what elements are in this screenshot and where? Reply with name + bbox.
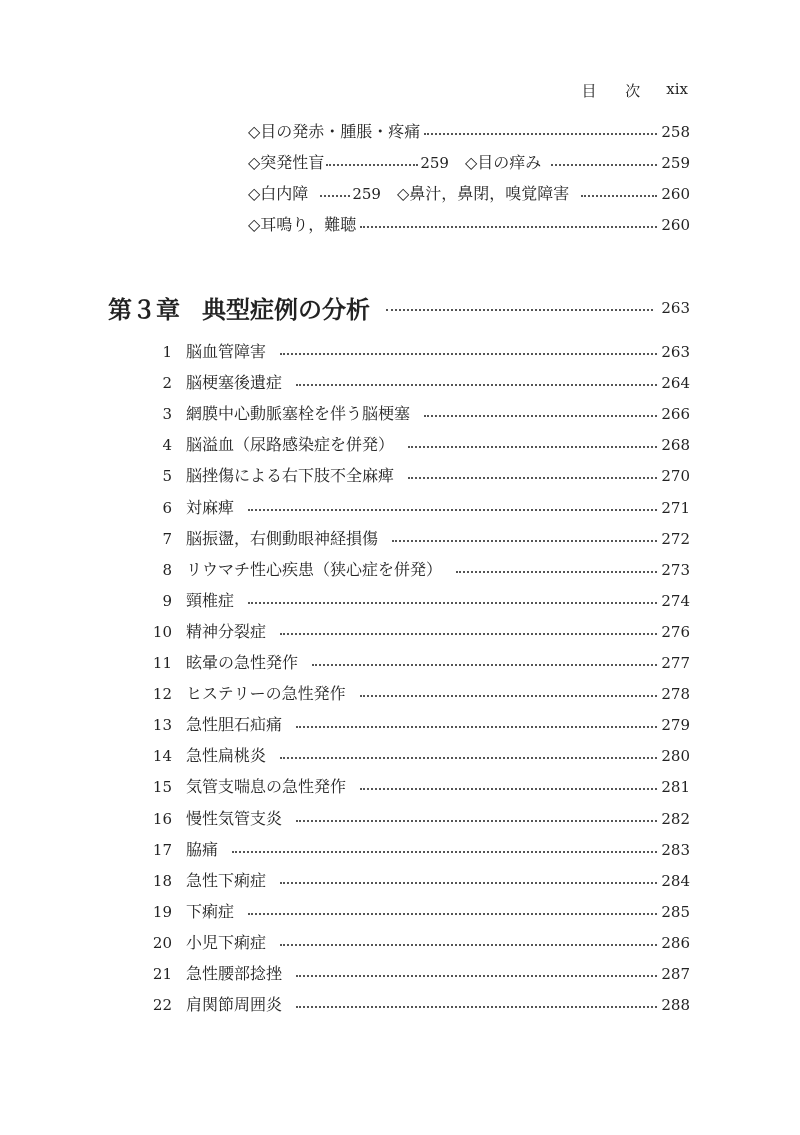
dot-leader: [248, 509, 657, 511]
entry-title: 気管支喘息の急性発作: [186, 777, 347, 797]
page-number: 263: [661, 298, 690, 317]
header-title: 目 次: [581, 82, 653, 100]
toc-entry: [140, 809, 690, 829]
toc-entry: [140, 777, 690, 797]
page-number: 285: [661, 902, 690, 921]
dot-leader: [360, 226, 657, 228]
entry-title: 急性扁桃炎: [186, 746, 267, 766]
subitem-label: ◇耳鳴り，難聴: [248, 215, 357, 234]
dot-leader: [581, 195, 657, 197]
subitem-label: ◇白内障: [248, 184, 309, 203]
toc-entry: [140, 560, 690, 580]
dot-leader: [386, 309, 653, 311]
entry-number: 2: [162, 374, 172, 393]
page-number: 259: [661, 154, 690, 172]
page-number: 276: [661, 622, 690, 641]
toc-entry: [140, 498, 690, 518]
dot-leader: [280, 757, 657, 759]
entry-number: 12: [152, 685, 172, 704]
toc-subitem: [248, 215, 690, 235]
page-number: 273: [661, 560, 690, 579]
entry-number: 13: [152, 716, 172, 735]
entry-title: 慢性気管支炎: [186, 808, 283, 828]
chapter-title: 典型症例の分析: [202, 296, 370, 324]
entry-number: 11: [152, 654, 172, 672]
dot-leader: [326, 164, 418, 166]
entry-number: 7: [162, 529, 172, 548]
chapter-heading: [108, 290, 690, 325]
subitem-label: ◇鼻汁，鼻閉，嗅覚障害: [396, 184, 570, 203]
page-number: 280: [661, 747, 690, 766]
entry-number: 6: [162, 498, 172, 517]
page-number: 287: [661, 965, 690, 983]
page-number: 259: [420, 154, 449, 172]
entry-title: 脳梗塞後遺症: [186, 373, 283, 393]
entry-title: 急性下痢症: [186, 870, 267, 890]
dot-leader: [392, 540, 657, 542]
dot-leader: [248, 913, 657, 915]
entry-number: 21: [152, 965, 172, 983]
entry-title: 頸椎症: [186, 590, 235, 610]
toc-entry: [140, 342, 690, 362]
dot-leader: [296, 1006, 657, 1008]
page-number: 272: [661, 529, 690, 548]
entry-title: 肩関節周囲炎: [186, 995, 283, 1015]
page-number: 288: [661, 996, 690, 1015]
page-number: 279: [661, 716, 690, 735]
entry-title: ヒステリーの急性発作: [186, 684, 346, 704]
dot-leader: [424, 415, 657, 417]
toc-entry: [140, 373, 690, 393]
dot-leader: [248, 602, 657, 604]
toc-entry: [140, 435, 690, 455]
page-number: 266: [661, 405, 690, 424]
entry-title: 網膜中心動脈塞栓を伴う脳梗塞: [186, 404, 411, 424]
dot-leader: [280, 353, 657, 355]
entry-title: 急性腰部捻挫: [186, 964, 283, 983]
page-number: 258: [661, 123, 690, 141]
entry-title: リウマチ性心疾患（狭心症を併発）: [186, 559, 443, 579]
toc-entry: [140, 466, 690, 486]
toc-entry: [140, 684, 690, 704]
entry-title: 眩暈の急性発作: [186, 653, 299, 672]
page-number: 277: [661, 654, 690, 672]
entry-title: 急性胆石疝痛: [186, 715, 283, 735]
subitem-label: ◇目の発赤・腫脹・疼痛: [248, 122, 421, 141]
toc-entry: [140, 746, 690, 766]
page-number: 260: [661, 185, 690, 203]
toc-subitem: [248, 184, 690, 204]
dot-leader: [232, 851, 657, 853]
page-number: 278: [661, 685, 690, 704]
toc-entry: [140, 995, 690, 1015]
dot-leader: [280, 944, 657, 946]
entry-number: 19: [152, 902, 172, 921]
dot-leader: [296, 384, 657, 386]
toc-entry: [140, 653, 690, 673]
entry-number: 3: [162, 405, 172, 424]
entry-number: 9: [162, 591, 172, 610]
dot-leader: [312, 664, 657, 666]
entry-number: 22: [152, 996, 172, 1015]
toc-subitem: [248, 122, 690, 142]
entry-title: 下痢症: [186, 901, 235, 921]
entry-number: 15: [152, 778, 172, 797]
entry-number: 5: [162, 467, 172, 486]
entry-number: 17: [152, 840, 172, 859]
dot-leader: [280, 882, 657, 884]
entry-number: 16: [152, 809, 172, 828]
page-number: 274: [661, 591, 690, 610]
header-page-number: xix: [666, 80, 688, 98]
entry-title: 精神分裂症: [186, 621, 267, 641]
toc-subitem: [248, 153, 690, 173]
subitem-label: ◇目の痒み: [464, 153, 542, 172]
toc-entry: [140, 622, 690, 642]
toc-entry: [140, 529, 690, 549]
entry-number: 8: [162, 560, 172, 579]
entry-title: 脳振盪，右側動眼神経損傷: [186, 528, 379, 548]
page-number: 271: [661, 498, 690, 517]
page-number: 260: [661, 216, 690, 234]
page-number: 284: [661, 871, 690, 890]
page-number: 281: [661, 778, 690, 797]
toc-entry: [140, 933, 690, 953]
toc-entry: [140, 404, 690, 424]
dot-leader: [551, 164, 657, 166]
chapter-number: 第３章: [108, 296, 180, 324]
page-number: 264: [661, 374, 690, 393]
entry-title: 対麻痺: [186, 497, 235, 517]
toc-entry: [140, 591, 690, 611]
entry-number: 20: [152, 933, 172, 952]
toc-entry: [140, 871, 690, 891]
subitem-label: ◇突発性盲: [248, 153, 325, 172]
dot-leader: [360, 788, 657, 790]
page-number: 286: [661, 933, 690, 952]
toc-entry: [140, 715, 690, 735]
page-number: 283: [661, 840, 690, 859]
dot-leader: [280, 633, 657, 635]
dot-leader: [320, 195, 350, 197]
entry-title: 脳挫傷による右下肢不全麻痺: [186, 466, 395, 486]
entry-number: 1: [162, 343, 172, 361]
entry-number: 4: [162, 436, 172, 455]
entry-title: 脳血管障害: [186, 342, 267, 361]
entry-title: 脳溢血（尿路感染症を併発）: [186, 435, 395, 455]
dot-leader: [296, 975, 657, 977]
dot-leader: [408, 477, 657, 479]
entry-title: 脇痛: [186, 839, 219, 859]
dot-leader: [296, 726, 657, 728]
dot-leader: [408, 446, 657, 448]
dot-leader: [424, 133, 657, 135]
entry-number: 14: [152, 747, 172, 766]
page-number: 282: [661, 809, 690, 828]
page-number: 263: [661, 343, 690, 361]
page-number: 270: [661, 467, 690, 486]
entry-title: 小児下痢症: [186, 932, 267, 952]
dot-leader: [296, 820, 657, 822]
toc-entry: [140, 902, 690, 922]
page-number: 259: [352, 185, 381, 203]
entry-number: 10: [152, 622, 172, 641]
dot-leader: [360, 695, 658, 697]
toc-entry: [140, 840, 690, 860]
running-header: [582, 80, 689, 101]
dot-leader: [456, 571, 657, 573]
page-number: 268: [661, 436, 690, 455]
entry-number: 18: [152, 871, 172, 890]
toc-entry: [140, 964, 690, 984]
